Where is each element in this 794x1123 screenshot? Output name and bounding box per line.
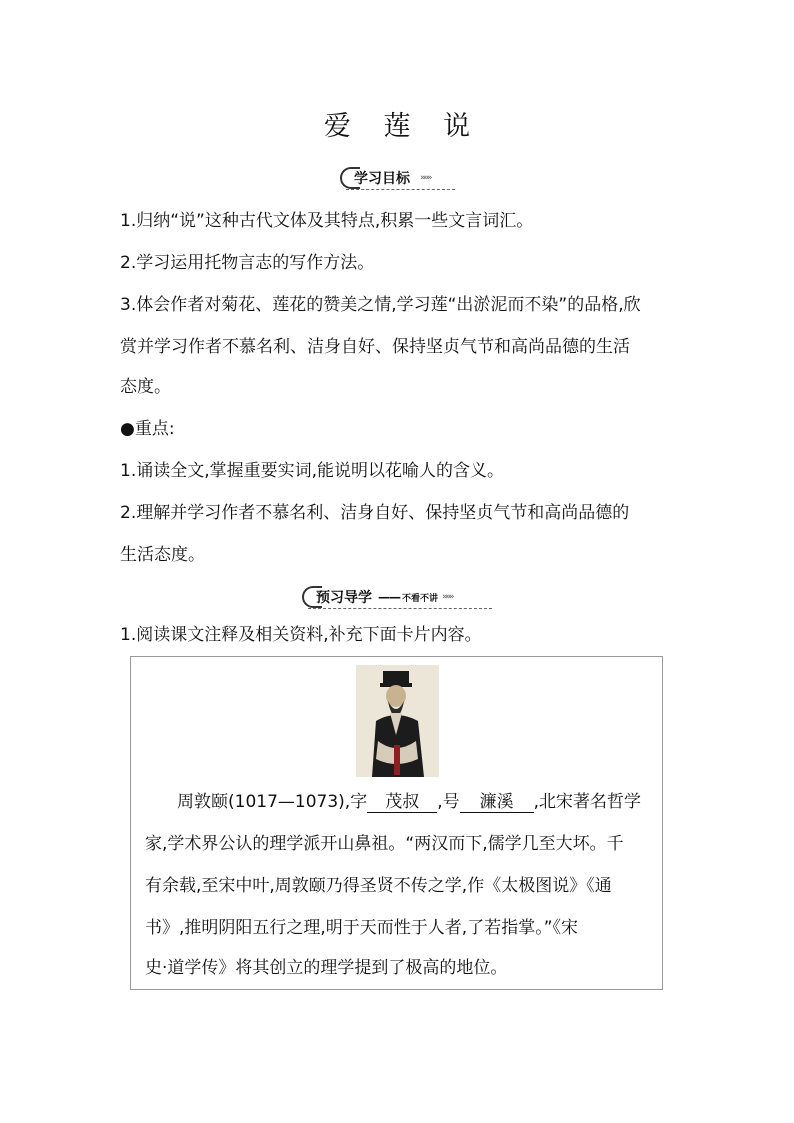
answer-blank-pseudonym: 濂溪	[460, 792, 534, 813]
section-banner-objectives	[340, 165, 455, 191]
portrait-figure-icon	[356, 665, 439, 777]
banner-underline	[308, 608, 492, 609]
keypoints-label: ●重点:	[120, 419, 175, 439]
card-line-4: 书》,推明阴阳五行之理,明于天而性于人者,了若指掌。”《宋	[145, 918, 579, 938]
preview-task: 1.阅读课文注释及相关资料,补充下面卡片内容。	[120, 625, 482, 645]
chevron-right-icon: »»»	[420, 173, 431, 183]
card-text-hao: ,号	[437, 792, 460, 812]
card-line-1	[177, 791, 641, 813]
answer-blank-courtesy-name: 茂叔	[367, 792, 437, 813]
section-label: 学习目标	[354, 171, 410, 187]
card-text-desc: ,北宋著名哲学	[533, 792, 642, 812]
objective-3-cont: 赏并学习作者不慕名利、洁身自好、保持坚贞气节和高尚品德的生活	[120, 337, 630, 357]
keypoint-1: 1.诵读全文,掌握重要实词,能说明以花喻人的含义。	[120, 461, 505, 481]
portrait-image	[356, 665, 439, 777]
objective-1: 1.归纳“说”这种古代文体及其特点,积累一些文言词汇。	[120, 211, 534, 231]
card-line-3: 有余载,至宋中叶,周敦颐乃得圣贤不传之学,作《太极图说》《通	[145, 876, 612, 896]
objective-3: 3.体会作者对菊花、莲花的赞美之情,学习莲“出淤泥而不染”的品格,欣	[120, 295, 641, 315]
banner-underline	[346, 189, 455, 190]
card-text-intro: 周敦颐(1017—1073),字	[177, 792, 368, 812]
page-title: 爱 莲 说	[323, 111, 483, 142]
objective-3-end: 态度。	[120, 377, 171, 397]
card-line-5: 史·道学传》将其创立的理学提到了极高的地位。	[145, 958, 508, 978]
keypoint-2-cont: 生活态度。	[120, 545, 205, 565]
objective-2: 2.学习运用托物言志的写作方法。	[120, 253, 375, 273]
info-card	[130, 656, 663, 990]
section-sublabel: 不看不讲	[402, 593, 439, 604]
keypoint-2: 2.理解并学习作者不慕名利、洁身自好、保持坚贞气节和高尚品德的	[120, 503, 630, 523]
section-label: 预习导学	[316, 590, 372, 606]
section-banner-preview	[302, 584, 492, 610]
chevron-right-icon: »»»	[442, 592, 453, 602]
banner-dash: ——	[378, 590, 400, 604]
card-line-2: 家,学术界公认的理学派开山鼻祖。“两汉而下,儒学几至大坏。千	[145, 834, 624, 854]
